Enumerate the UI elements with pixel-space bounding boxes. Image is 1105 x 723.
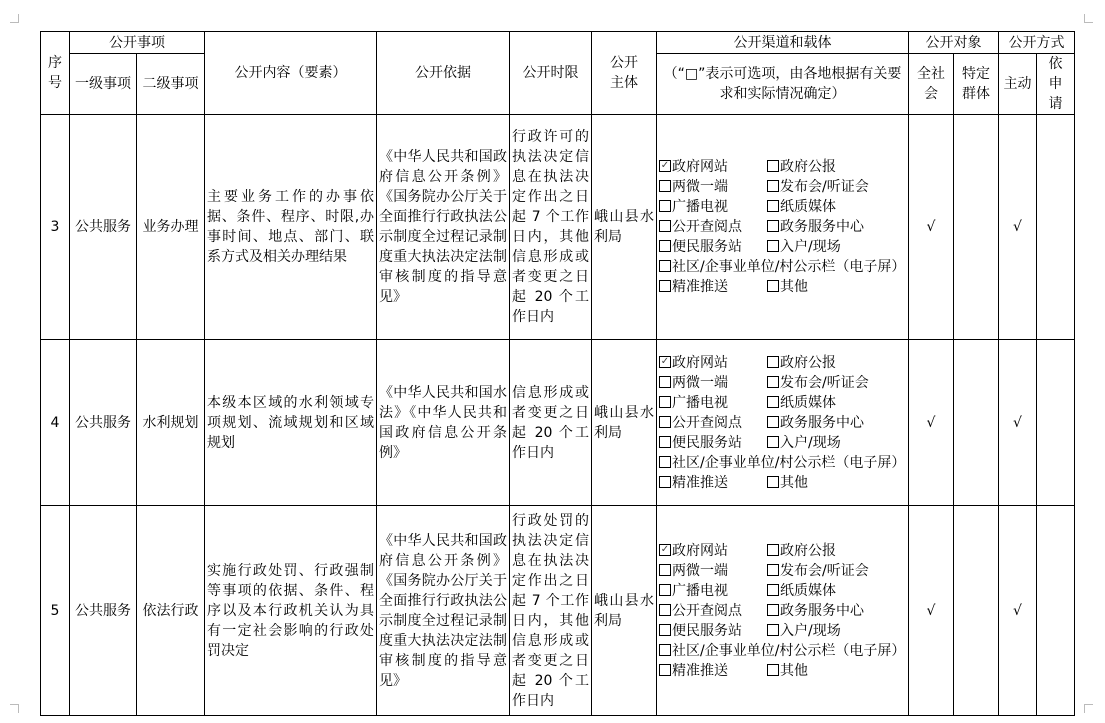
row-method-request: [1037, 115, 1075, 340]
header-seq: 序号: [41, 32, 70, 115]
checkbox-icon: [659, 220, 671, 232]
row-method-request: [1037, 506, 1075, 716]
header-method-active: 主动: [999, 54, 1037, 115]
checkbox-icon: [659, 664, 671, 676]
row-time-limit: 行政处罚的执法决定信息在执法决定作出之日起 7 个工作日内，其他信息形成或者变更之日起 20 个工作日内: [510, 506, 592, 716]
row-subject: 峨山县水利局: [592, 115, 657, 340]
table-row: [41, 340, 1075, 506]
row-subject: 峨山县水利局: [592, 340, 657, 506]
row-channels: ✓政府网站 政府公报 两微一端 发布会/听证会 广播电视 纸质媒体 公开查阅点 政务服务中心 便民服务站 入户/现场 社区/企事业单位/村公示栏（电子屏） 精准推送 其他: [657, 340, 909, 506]
checkbox-icon: [659, 624, 671, 636]
header-basis: 公开依据: [377, 32, 510, 115]
checkbox-icon: [767, 160, 779, 172]
row-level2: 水利规划: [137, 340, 205, 506]
row-target-all: √: [909, 506, 954, 716]
row-level1: 公共服务: [70, 115, 137, 340]
checkbox-icon: [659, 456, 671, 468]
checkbox-checked-icon: [659, 356, 671, 368]
checkbox-icon: [659, 200, 671, 212]
checkbox-checked-icon: [659, 544, 671, 556]
row-content: 实施行政处罚、行政强制等事项的依据、条件、程序以及本行政机关认为具有一定社会影响的行政处罚决定: [205, 506, 377, 716]
checkbox-icon: [767, 476, 779, 488]
row-level1: 公共服务: [70, 340, 137, 506]
checkbox-icon: [659, 436, 671, 448]
header-method-request: 依申请: [1037, 54, 1075, 115]
checkbox-icon: [767, 396, 779, 408]
page-corner-mark: [1084, 704, 1093, 713]
page-corner-mark: [1084, 14, 1093, 23]
row-basis: 《中华人民共和国水法》《中华人民共和国政府信息公开条例》: [377, 340, 510, 506]
row-channels: ✓政府网站 政府公报 两微一端 发布会/听证会 广播电视 纸质媒体 公开查阅点 政务服务中心 便民服务站 入户/现场 社区/企事业单位/村公示栏（电子屏） 精准推送 其他: [657, 115, 909, 340]
row-seq: 5: [41, 506, 70, 716]
row-level2: 依法行政: [137, 506, 205, 716]
checkbox-icon: [767, 664, 779, 676]
row-time-limit: 信息形成或者变更之日起 20 个工作日内: [510, 340, 592, 506]
checkbox-icon: [767, 436, 779, 448]
checkbox-checked-icon: [659, 160, 671, 172]
row-method-request: [1037, 340, 1075, 506]
header-channels-title: 公开渠道和载体: [657, 32, 909, 54]
checkbox-icon: [767, 604, 779, 616]
checkbox-icon: [659, 240, 671, 252]
checkbox-icon: [767, 356, 779, 368]
row-target-specific: [954, 340, 999, 506]
row-channels: ✓政府网站 政府公报 两微一端 发布会/听证会 广播电视 纸质媒体 公开查阅点 政务服务中心 便民服务站 入户/现场 社区/企事业单位/村公示栏（电子屏） 精准推送 其他: [657, 506, 909, 716]
row-subject: 峨山县水利局: [592, 506, 657, 716]
row-level2: 业务办理: [137, 115, 205, 340]
checkbox-icon: [767, 376, 779, 388]
row-time-limit: 行政许可的执法决定信息在执法决定作出之日起 7 个工作日内，其他信息形成或者变更之日起 20 个工作日内: [510, 115, 592, 340]
checkbox-icon: [767, 180, 779, 192]
disclosure-table: [40, 31, 1075, 716]
checkbox-icon: [659, 564, 671, 576]
checkbox-icon: [767, 564, 779, 576]
header-items-group: 公开事项: [70, 32, 205, 54]
checkbox-icon: [659, 260, 671, 272]
checkbox-icon: [659, 476, 671, 488]
row-seq: 3: [41, 115, 70, 340]
row-basis: 《中华人民共和国政府信息公开条例》《国务院办公厅关于全面推行行政执法公示制度全过程记录制度重大执法决定法制审核制度的指导意见》: [377, 115, 510, 340]
header-channels-note: （“□”表示可选项，由各地根据有关要求和实际情况确定）: [657, 54, 909, 115]
header-time-limit: 公开时限: [510, 32, 592, 115]
row-method-active: √: [999, 115, 1037, 340]
row-content: 主要业务工作的办事依据、条件、程序、时限,办事时间、地点、部门、联系方式及相关办理结果: [205, 115, 377, 340]
page-corner-mark: [10, 14, 19, 23]
row-method-active: √: [999, 340, 1037, 506]
page-corner-mark: [10, 704, 19, 713]
checkbox-icon: [659, 376, 671, 388]
header-content: 公开内容（要素）: [205, 32, 377, 115]
checkbox-icon: [767, 544, 779, 556]
header-target-specific: 特定群体: [954, 54, 999, 115]
row-target-specific: [954, 506, 999, 716]
checkbox-icon: [659, 604, 671, 616]
checkbox-icon: [659, 416, 671, 428]
checkbox-icon: [659, 644, 671, 656]
row-target-specific: [954, 115, 999, 340]
checkbox-icon: [659, 396, 671, 408]
row-target-all: √: [909, 115, 954, 340]
checkbox-icon: [767, 200, 779, 212]
checkbox-icon: [659, 584, 671, 596]
header-level2: 二级事项: [137, 54, 205, 115]
header-subject: 公开主体: [592, 32, 657, 115]
row-basis: 《中华人民共和国政府信息公开条例》《国务院办公厅关于全面推行行政执法公示制度全过程记录制度重大执法决定法制审核制度的指导意见》: [377, 506, 510, 716]
row-method-active: √: [999, 506, 1037, 716]
checkbox-icon: [767, 584, 779, 596]
checkbox-icon: [767, 624, 779, 636]
table-row: [41, 506, 1075, 716]
checkbox-icon: [767, 416, 779, 428]
table-row: [41, 115, 1075, 340]
header-target-group: 公开对象: [909, 32, 999, 54]
checkbox-icon: [767, 240, 779, 252]
header-target-all: 全社会: [909, 54, 954, 115]
row-seq: 4: [41, 340, 70, 506]
row-level1: 公共服务: [70, 506, 137, 716]
row-content: 本级本区域的水利领域专项规划、流域规划和区域规划: [205, 340, 377, 506]
checkbox-icon: [659, 180, 671, 192]
checkbox-icon: [659, 280, 671, 292]
header-level1: 一级事项: [70, 54, 137, 115]
row-target-all: √: [909, 340, 954, 506]
header-method-group: 公开方式: [999, 32, 1075, 54]
checkbox-icon: [767, 280, 779, 292]
checkbox-icon: [767, 220, 779, 232]
